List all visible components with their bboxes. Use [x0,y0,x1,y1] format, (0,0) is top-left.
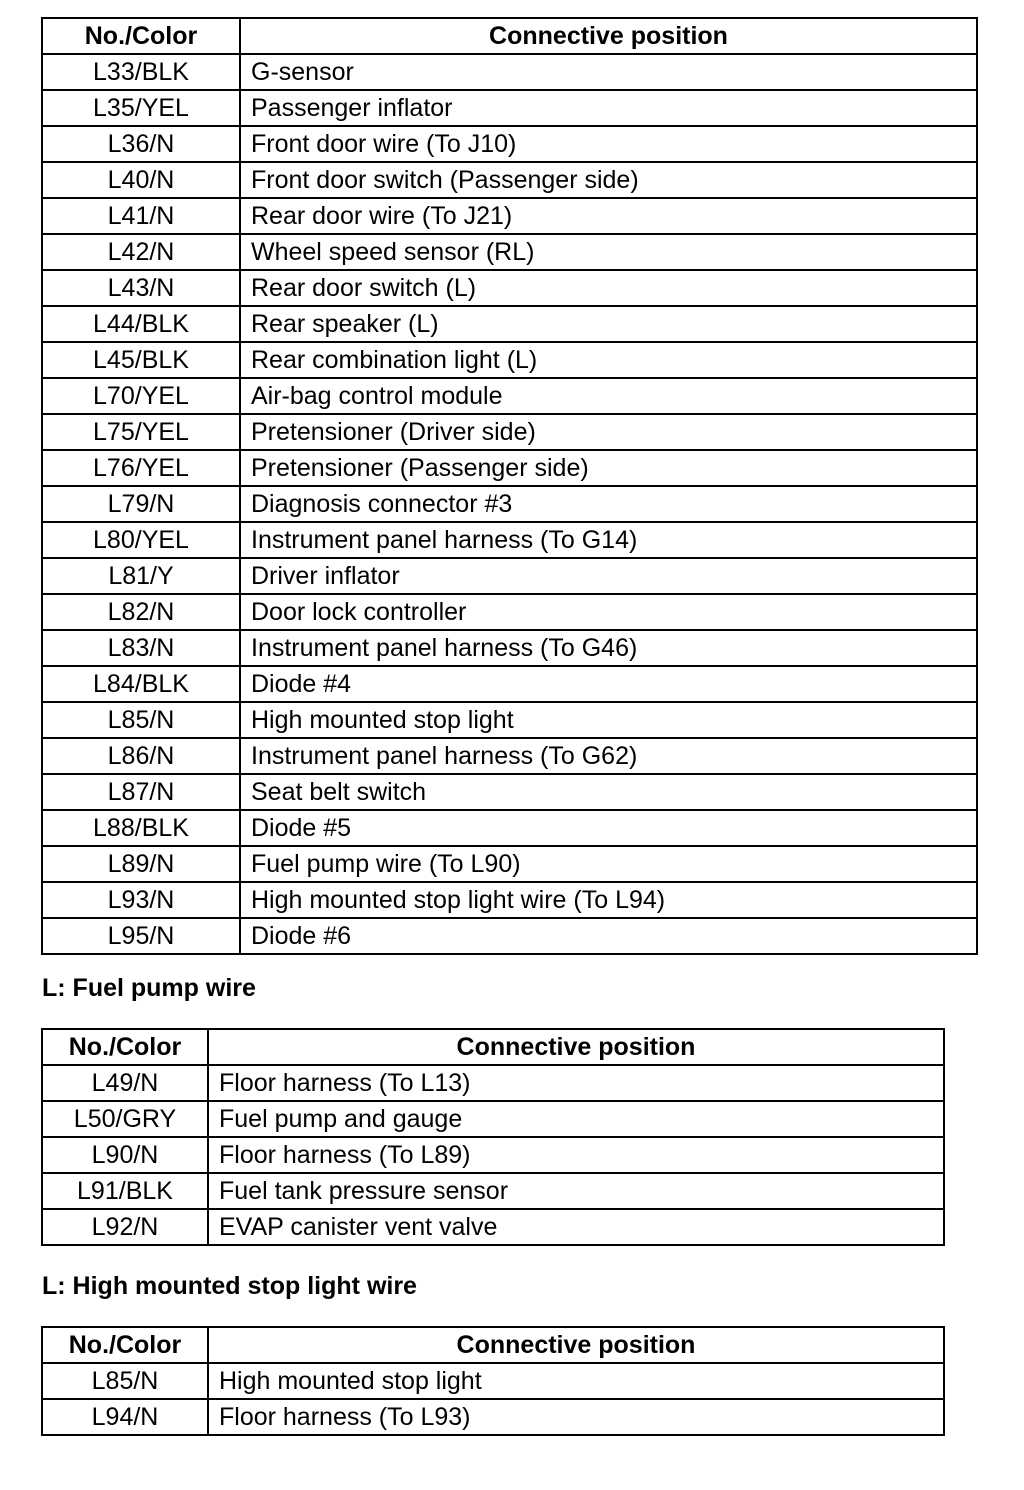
connector-no-color-cell: L40/N [42,162,240,198]
table-body [42,1065,944,1245]
column-header-connective-position: Connective position [208,1327,944,1363]
connector-no-color-cell: L86/N [42,738,240,774]
connector-no-color-cell: L42/N [42,234,240,270]
connective-position-cell: Front door wire (To J10) [240,126,977,162]
table-row [42,846,977,882]
table-row [42,198,977,234]
connector-table-main [41,17,978,955]
connector-no-color-cell: L36/N [42,126,240,162]
table-row [42,414,977,450]
table-row [42,234,977,270]
table-body [42,54,977,954]
connective-position-cell: Pretensioner (Driver side) [240,414,977,450]
connector-no-color-cell: L45/BLK [42,342,240,378]
connective-position-cell: Pretensioner (Passenger side) [240,450,977,486]
table-row [42,594,977,630]
table-row [42,90,977,126]
connective-position-cell: Passenger inflator [240,90,977,126]
connective-position-cell: Door lock controller [240,594,977,630]
connector-no-color-cell: L92/N [42,1209,208,1245]
table-row [42,1101,944,1137]
connector-no-color-cell: L84/BLK [42,666,240,702]
connector-no-color-cell: L33/BLK [42,54,240,90]
table-header-row [42,1029,944,1065]
connective-position-cell: Rear combination light (L) [240,342,977,378]
connector-no-color-cell: L35/YEL [42,90,240,126]
connective-position-cell: Front door switch (Passenger side) [240,162,977,198]
table-row [42,558,977,594]
connective-position-cell: Instrument panel harness (To G14) [240,522,977,558]
connector-no-color-cell: L75/YEL [42,414,240,450]
connector-no-color-cell: L90/N [42,1137,208,1173]
connective-position-cell: Rear door wire (To J21) [240,198,977,234]
connector-no-color-cell: L79/N [42,486,240,522]
connector-no-color-cell: L44/BLK [42,306,240,342]
table-row [42,774,977,810]
column-header-no-color: No./Color [42,18,240,54]
connector-no-color-cell: L70/YEL [42,378,240,414]
connector-no-color-cell: L82/N [42,594,240,630]
connector-table-stop-light [41,1326,945,1436]
connector-no-color-cell: L89/N [42,846,240,882]
connective-position-cell: Diagnosis connector #3 [240,486,977,522]
table-row [42,378,977,414]
table-row [42,342,977,378]
table-row [42,810,977,846]
connector-no-color-cell: L43/N [42,270,240,306]
connective-position-cell: Floor harness (To L93) [208,1399,944,1435]
column-header-connective-position: Connective position [208,1029,944,1065]
table-row [42,1209,944,1245]
connector-no-color-cell: L49/N [42,1065,208,1101]
connector-no-color-cell: L81/Y [42,558,240,594]
connector-no-color-cell: L95/N [42,918,240,954]
table-row [42,630,977,666]
table-header-row [42,18,977,54]
table-row [42,702,977,738]
connective-position-cell: Instrument panel harness (To G46) [240,630,977,666]
connective-position-cell: Driver inflator [240,558,977,594]
connector-no-color-cell: L50/GRY [42,1101,208,1137]
connective-position-cell: Diode #5 [240,810,977,846]
connector-no-color-cell: L83/N [42,630,240,666]
connective-position-cell: High mounted stop light [240,702,977,738]
table-row [42,1137,944,1173]
table-row [42,54,977,90]
table-row [42,738,977,774]
connector-no-color-cell: L94/N [42,1399,208,1435]
connective-position-cell: EVAP canister vent valve [208,1209,944,1245]
table-row [42,1363,944,1399]
connective-position-cell: Fuel pump wire (To L90) [240,846,977,882]
table-row [42,126,977,162]
table-row [42,306,977,342]
connective-position-cell: Rear speaker (L) [240,306,977,342]
connective-position-cell: G-sensor [240,54,977,90]
connector-no-color-cell: L41/N [42,198,240,234]
connective-position-cell: Diode #4 [240,666,977,702]
connective-position-cell: Air-bag control module [240,378,977,414]
connector-no-color-cell: L80/YEL [42,522,240,558]
table-row [42,666,977,702]
table-row [42,918,977,954]
table-row [42,1173,944,1209]
connective-position-cell: High mounted stop light wire (To L94) [240,882,977,918]
connector-no-color-cell: L87/N [42,774,240,810]
connector-no-color-cell: L85/N [42,1363,208,1399]
table-row [42,1399,944,1435]
section-heading-fuel-pump-wire: L: Fuel pump wire [42,974,256,1002]
connector-no-color-cell: L88/BLK [42,810,240,846]
table-body [42,1363,944,1435]
connective-position-cell: Instrument panel harness (To G62) [240,738,977,774]
connector-no-color-cell: L85/N [42,702,240,738]
table-row [42,1065,944,1101]
table-row [42,522,977,558]
connector-no-color-cell: L93/N [42,882,240,918]
connective-position-cell: Diode #6 [240,918,977,954]
connective-position-cell: Fuel tank pressure sensor [208,1173,944,1209]
section-heading-high-mounted-stop-light-wire: L: High mounted stop light wire [42,1272,417,1300]
table-header-row [42,1327,944,1363]
connective-position-cell: Rear door switch (L) [240,270,977,306]
column-header-connective-position: Connective position [240,18,977,54]
connective-position-cell: Floor harness (To L13) [208,1065,944,1101]
column-header-no-color: No./Color [42,1029,208,1065]
table-row [42,486,977,522]
column-header-no-color: No./Color [42,1327,208,1363]
connector-no-color-cell: L76/YEL [42,450,240,486]
connector-no-color-cell: L91/BLK [42,1173,208,1209]
connective-position-cell: Seat belt switch [240,774,977,810]
connective-position-cell: Wheel speed sensor (RL) [240,234,977,270]
table-row [42,162,977,198]
connector-table-fuel-pump [41,1028,945,1246]
table-row [42,270,977,306]
connective-position-cell: High mounted stop light [208,1363,944,1399]
table-row [42,450,977,486]
connective-position-cell: Floor harness (To L89) [208,1137,944,1173]
connective-position-cell: Fuel pump and gauge [208,1101,944,1137]
table-row [42,882,977,918]
